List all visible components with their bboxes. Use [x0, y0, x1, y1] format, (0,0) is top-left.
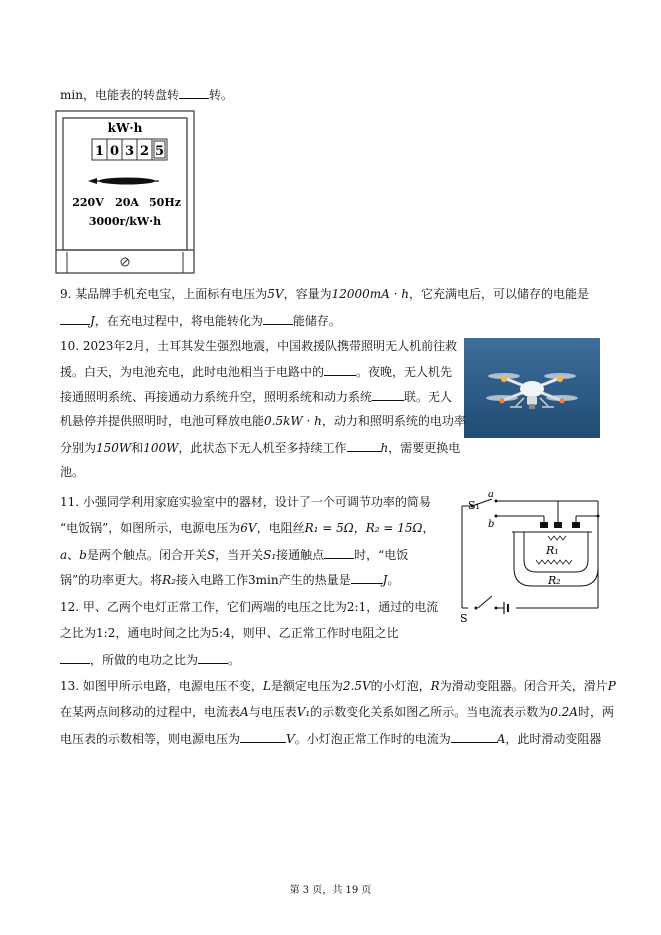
- q11-line-4: 锅”的功率更大。将R₂接入电路工作3min产生的热量是 J。: [60, 573, 400, 587]
- meter-unit-label: kW·h: [107, 121, 143, 135]
- q10-line-2: 援。白天，为电池充电，此时电池相当于电路中的 。夜晚，无人机先: [60, 365, 453, 379]
- circuit-label-r1: R₁: [546, 544, 559, 557]
- circuit-label-s1: S₁: [468, 499, 480, 512]
- q13-line-2: 在某两点间移动的过程中，电流表A与电压表V₁的示数变化关系如图乙所示。当电流表示数为0.2A时，两: [60, 705, 614, 719]
- circuit-label-r2: R₂: [548, 574, 561, 587]
- meter-specs: 220V 20A 50Hz: [72, 196, 181, 209]
- q13-answer-blank-1[interactable]: [240, 730, 286, 743]
- q8-text-b: 转。: [208, 88, 233, 102]
- circuit-label-b: b: [488, 519, 495, 530]
- q11-answer-blank-2[interactable]: [351, 571, 383, 584]
- q12-answer-blank-2[interactable]: [198, 651, 228, 664]
- q12-line-1: 12. 甲、乙两个电灯正常工作，它们两端的电压之比为2:1，通过的电流: [60, 600, 439, 614]
- meter-digit-last: 5: [154, 144, 165, 159]
- electricity-meter-figure: [55, 110, 195, 275]
- q8-line-1: [60, 86, 233, 103]
- q9-line-2: J，在充电过程中，将电能转化为 能储存。: [60, 312, 341, 329]
- q10-line-6: 池。: [60, 465, 85, 479]
- meter-digit: 3: [124, 144, 135, 159]
- q8-text-a: min，电能表的转盘转: [60, 88, 179, 102]
- rice-cooker-circuit-diagram: [452, 492, 604, 624]
- q10-line-4: 机悬停并提供照明时，电池可释放电能0.5kW · h，动力和照明系统的电功率: [60, 414, 466, 428]
- drone-photo: [464, 338, 600, 438]
- q12-line-3: ，所做的电功之比为 。: [60, 651, 240, 668]
- q10-line-5: 分别为150W和100W，此状态下无人机至多持续工作 h，需要更换电: [60, 441, 461, 455]
- q10-answer-blank-2[interactable]: [372, 388, 404, 401]
- q11-line-2: “电饭锅”，如图所示，电源电压为6V，电阻丝R₁ = 5Ω，R₂ = 15Ω，: [60, 521, 435, 535]
- q13-line-1: 13. 如图甲所示电路，电源电压不变，L是额定电压为2.5V的小灯泡，R为滑动变阻器。闭合开关，滑片P: [60, 679, 616, 693]
- q13-line-3: 电压表的示数相等，则电源电压为 V。小灯泡正常工作时的电流为 A，此时滑动变阻器: [60, 732, 602, 746]
- switch-s-blade: [478, 596, 492, 608]
- q10-line-3: 接通照明系统、再接通动力系统升空，照明系统和动力系统 联。无人: [60, 390, 453, 404]
- q10-answer-blank-3[interactable]: [347, 439, 381, 452]
- circuit-label-s: S: [460, 612, 468, 624]
- meter-digits: [92, 139, 167, 160]
- q11-line-3: a、b是两个触点。闭合开关S，当开关S₁接通触点 时，“电饭: [60, 548, 409, 562]
- q13-answer-blank-2[interactable]: [451, 730, 497, 743]
- q9-answer-blank-2[interactable]: [263, 312, 293, 325]
- meter-digit: 1: [94, 144, 105, 159]
- q8-answer-blank[interactable]: [179, 86, 209, 99]
- meter-digit: 2: [139, 144, 150, 159]
- q11-answer-blank-1[interactable]: [324, 546, 354, 559]
- page-footer: 第 3 页，共 19 页: [289, 885, 372, 896]
- circuit-label-a: a: [488, 492, 494, 500]
- q12-answer-blank-1[interactable]: [60, 651, 90, 664]
- q10-line-1: 10. 2023年2月，土耳其发生强烈地震，中国救援队携带照明无人机前往救: [60, 339, 458, 353]
- meter-digit: 0: [109, 144, 120, 159]
- meter-rate: 3000r/kW·h: [88, 215, 162, 228]
- q10-answer-blank-1[interactable]: [324, 363, 356, 376]
- q11-line-1: 11. 小强同学利用家庭实验室中的器材，设计了一个可调节功率的简易: [60, 495, 431, 509]
- q12-line-2: 之比为1:2，通电时间之比为5:4，则甲、乙正常工作时电阻之比: [60, 626, 399, 640]
- q9-answer-blank-1[interactable]: [60, 312, 90, 325]
- q9-line-1: 9. 某品牌手机充电宝，上面标有电压为5V，容量为12000mA · h，它充满电后，可以储存的电能是: [60, 287, 589, 301]
